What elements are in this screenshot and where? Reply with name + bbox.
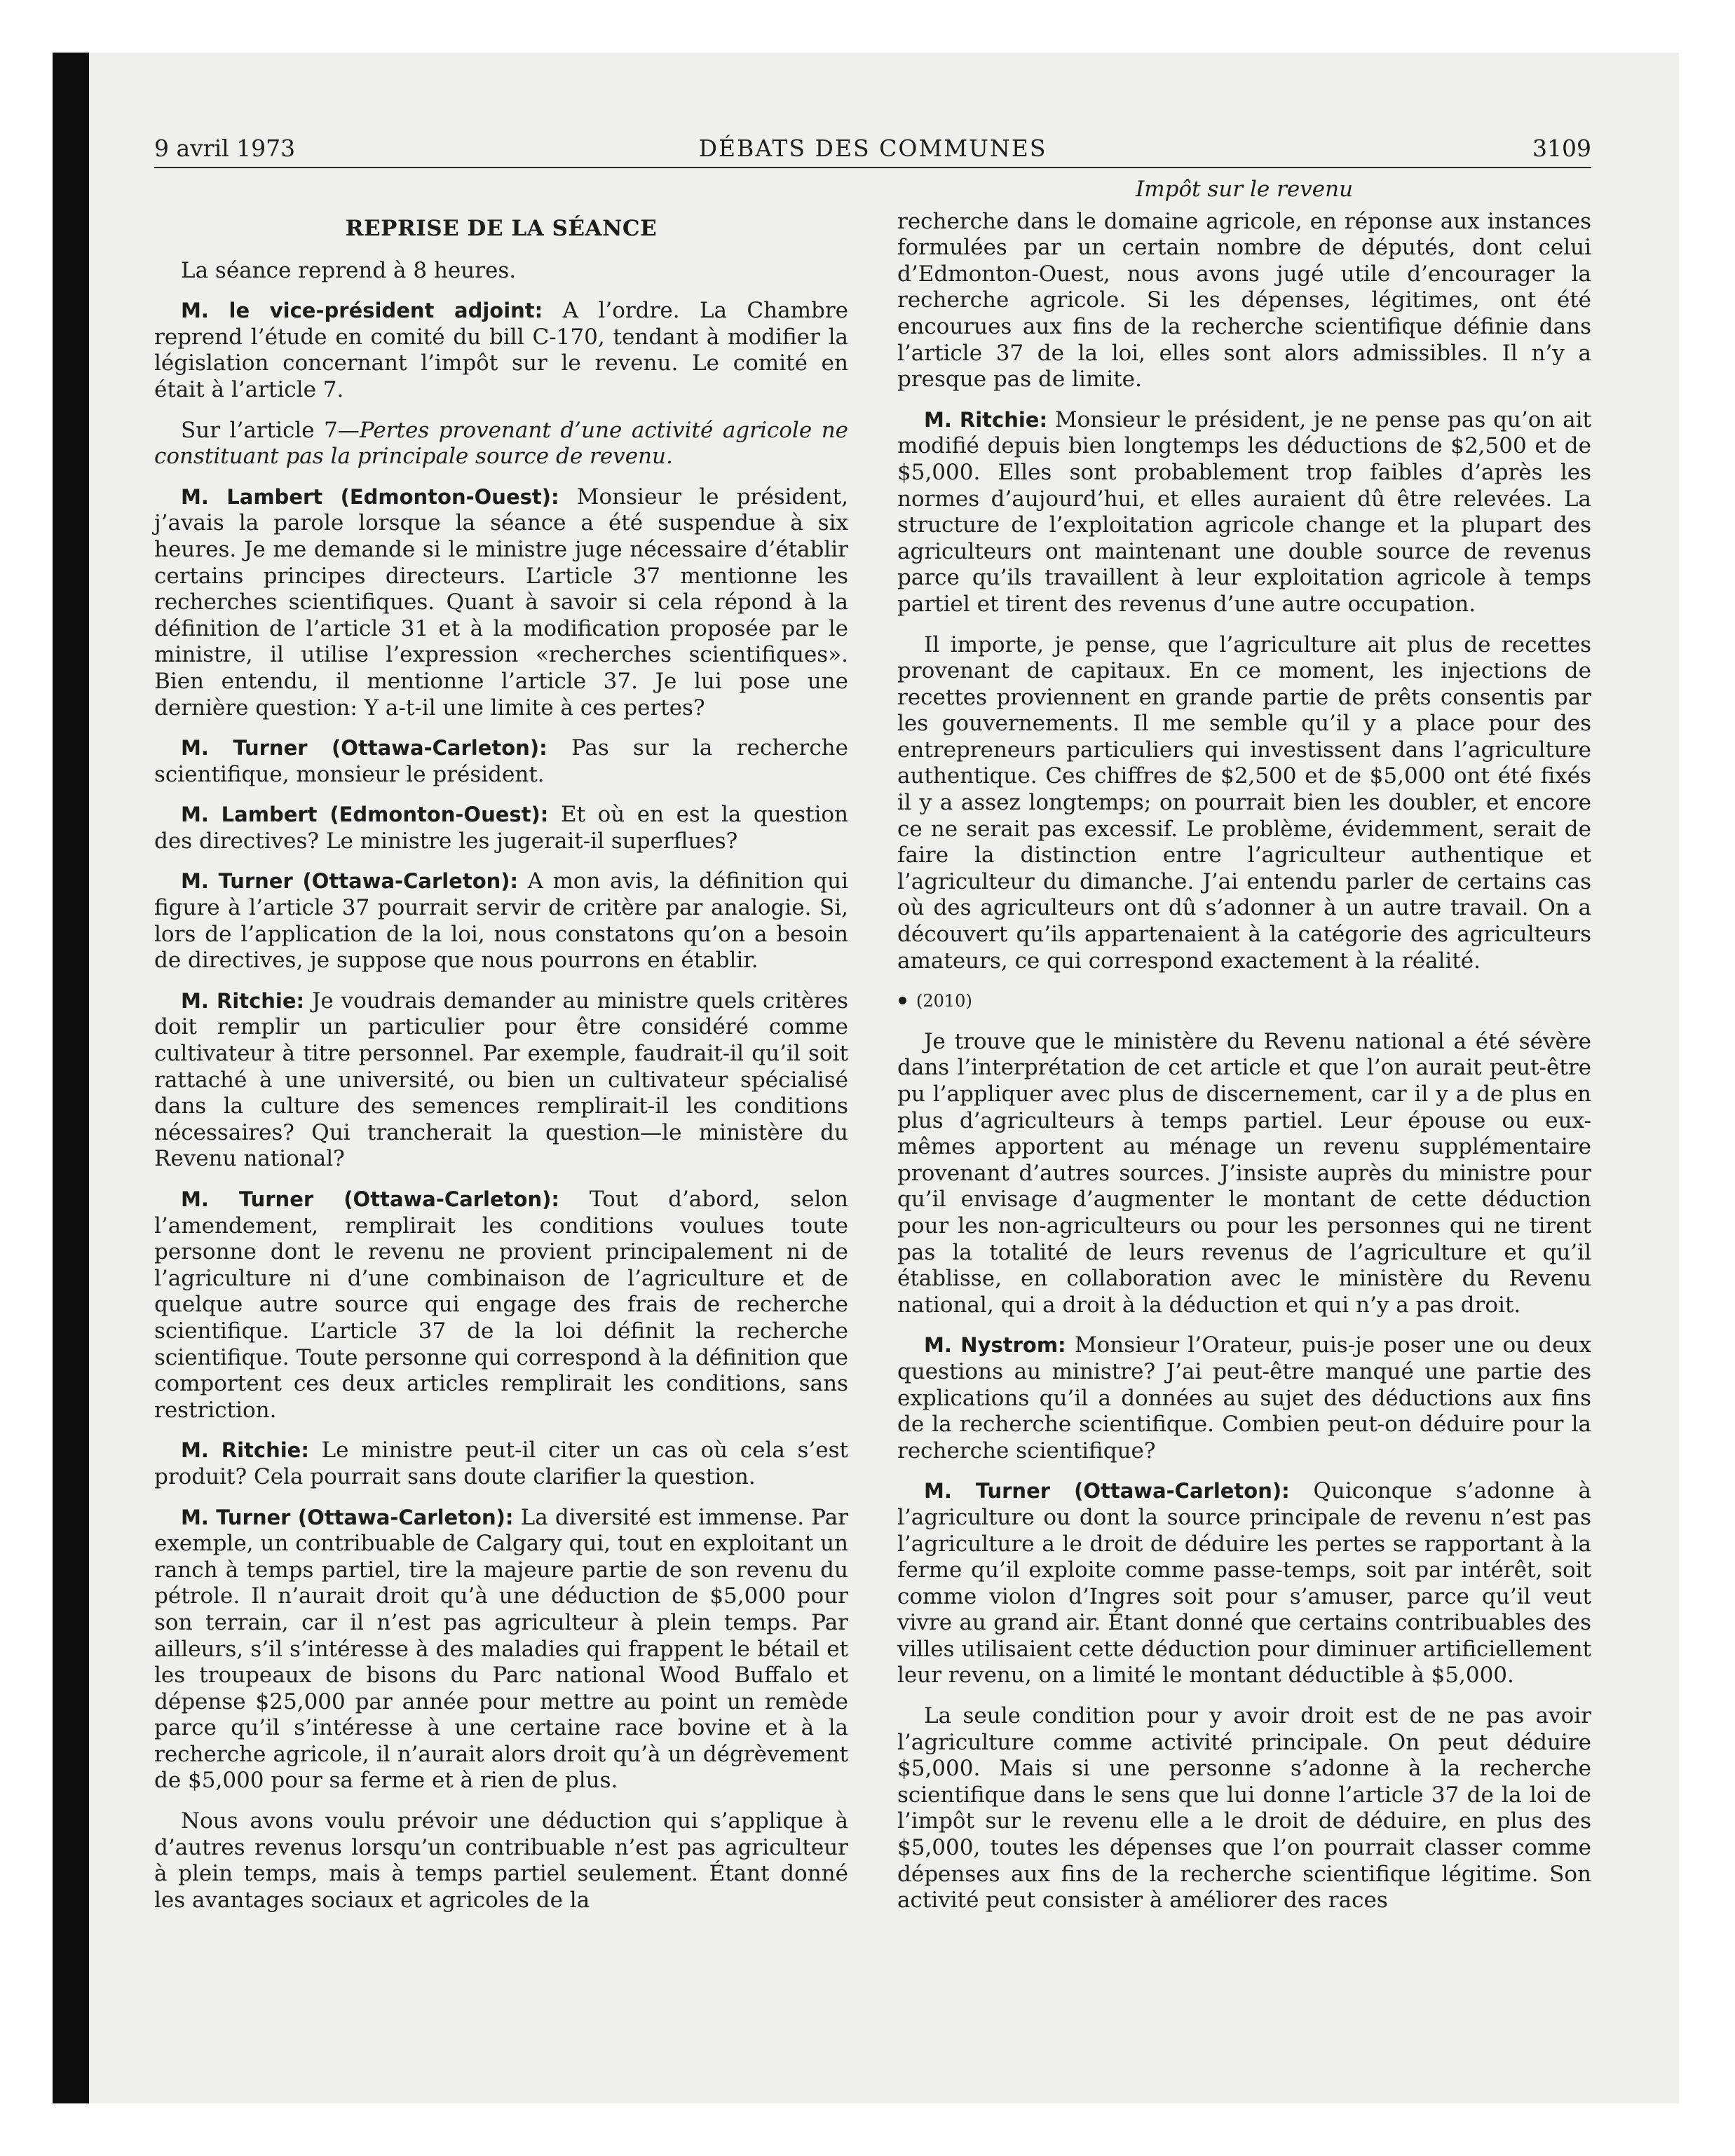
paragraph: Je trouve que le ministère du Revenu national a été sévère dans l’interprétation de cet article et que l’on aurait peut-être pu l’appliquer avec plus de discernement, car il y a de plus en plus d’agriculteurs à temps partiel. Leur épouse ou eux-mêmes apportent au ménage un revenu supplémentaire provenant d’autres sources. J’insiste auprès du ministre pour qu’il envisage d’augmenter le montant de cette déduction pour les non-agriculteurs ou pour les personnes qui ne tirent pas la totalité de leurs revenus de l’agriculture et qu’il établisse, en collaboration avec le ministère du Revenu national, qui a droit à la déduction et qui n’y a pas droit. <box>897 1028 1591 1318</box>
paragraph: M. Ritchie: Le ministre peut-il citer un cas où cela s’est produit? Cela pourrait sans doute clarifier la question. <box>154 1438 848 1489</box>
speaker-name: M. Turner (Ottawa-Carleton): <box>181 869 519 894</box>
paragraph: recherche dans le domaine agricole, en réponse aux instances formulées par un certain nombre de députés, dont celui d’Edmonton-Ouest, nous avons jugé utile d’encourager la recherche agricole. Si les dépenses, légitimes, ont été encourues aux fins de la recherche scientifique définie dans l’article 37 de la loi, elles sont alors admissibles. Il n’y a presque pas de limite. <box>897 208 1591 393</box>
bullet-icon <box>899 997 906 1004</box>
speaker-name: M. Ritchie: <box>181 1438 309 1463</box>
running-head <box>154 133 1591 168</box>
speaker-name: M. Ritchie: <box>181 988 305 1013</box>
time-marker: (2010) <box>897 988 1591 1015</box>
page-number: 3109 <box>1532 135 1591 162</box>
speaker-name: M. Turner (Ottawa-Carleton): <box>181 1505 514 1529</box>
paragraph: M. le vice-président adjoint: A l’ordre. La Chambre reprend l’étude en comité du bill C-170, tendant à modifier la législation concernant l’impôt sur le revenu. Le comité en était à l’article 7. <box>154 298 848 402</box>
header-date: 9 avril 1973 <box>154 135 296 162</box>
speaker-name: M. Lambert (Edmonton-Ouest): <box>181 484 559 509</box>
paragraph: M. Turner (Ottawa-Carleton): Pas sur la recherche scientifique, monsieur le président. <box>154 735 848 787</box>
publication-title: DÉBATS DES COMMUNES <box>698 135 1047 162</box>
speaker-name: M. Turner (Ottawa-Carleton): <box>924 1479 1290 1503</box>
article-title: Sur l’article 7—Pertes provenant d’une activité agricole ne constituant pas la principale source de revenu. <box>154 417 849 470</box>
subject-heading: Impôt sur le revenu <box>1135 177 1354 202</box>
right-column <box>897 177 1591 1928</box>
paragraph: M. Turner (Ottawa-Carleton): La diversité est immense. Par exemple, un contribuable de Calgary qui, tout en exploitant un ranch à temps partiel, tire la majeure partie de son revenu du pétrole. Il n’aurait droit qu’à une déduction de $5,000 pour son terrain, car il n’est pas agriculteur à plein temps. Par ailleurs, s’il s’intéresse à des maladies qui frappent le bétail et les troupeaux de bisons du Parc national Wood Buffalo et dépense $25,000 par année pour mettre au point un remède parce qu’il s’intéresse à une certaine race bovine et à la recherche agricole, il n’aurait alors droit qu’à un dégrèvement de $5,000 pour sa ferme et à rien de plus. <box>154 1504 848 1794</box>
paragraph: Nous avons voulu prévoir une déduction qui s’applique à d’autres revenus lorsqu’un contribuable n’est pas agriculteur à plein temps, mais à temps partiel seulement. Étant donné les avantages sociaux et agricoles de la <box>154 1808 848 1913</box>
paragraph: M. Turner (Ottawa-Carleton): Quiconque s’adonne à l’agriculture ou dont la source principale de revenu n’est pas l’agriculture a le droit de déduire les pertes se rapportant à la ferme qu’il exploite comme passe-temps, soit par intérêt, soit comme violon d’Ingres soit pour s’amuser, parce qu’il veut vivre au grand air. Étant donné que certains contribuables des villes utilisaient cette déduction pour diminuer artificiellement leur revenu, on a limité le montant déductible à $5,000. <box>897 1478 1591 1688</box>
paragraph: La séance reprend à 8 heures. <box>181 257 517 283</box>
speaker-name: M. le vice-président adjoint: <box>181 299 543 323</box>
paragraph: La seule condition pour y avoir droit est de ne pas avoir l’agriculture comme activité principale. On peut déduire $5,000. Mais si une personne s’adonne à la recherche scientifique dans le sens que lui donne l’article 37 de la loi de l’impôt sur le revenu elle a le droit de déduire, en plus des $5,000, toutes les dépenses que l’on pourrait classer comme dépenses aux fins de la recherche scientifique légitime. Son activité peut consister à améliorer des races <box>897 1703 1591 1913</box>
section-heading: REPRISE DE LA SÉANCE <box>345 216 658 241</box>
paragraph: M. Lambert (Edmonton-Ouest): Et où en est la question des directives? Le ministre les jugerait-il superflues? <box>154 802 848 854</box>
paragraph: M. Nystrom: Monsieur l’Orateur, puis-je poser une ou deux questions au ministre? J’ai peut-être manqué une partie des explications qu’il a données au sujet des déductions aux fins de la recherche scientifique. Combien peut-on déduire pour la recherche scientifique? <box>897 1332 1592 1464</box>
speaker-name: M. Nystrom: <box>924 1333 1066 1358</box>
speaker-name: M. Turner (Ottawa-Carleton): <box>181 1187 559 1211</box>
speaker-name: M. Lambert (Edmonton-Ouest): <box>181 803 549 827</box>
speaker-name: M. Ritchie: <box>924 407 1048 432</box>
paragraph: Il importe, je pense, que l’agriculture ait plus de recettes provenant de capitaux. En ce moment, les injections de recettes proviennent en grande partie de prêts consentis par les gouvernements. Il me semble qu’il y a place pour des entrepreneurs particuliers qui investissent dans l’agriculture authentique. Ces chiffres de $2,500 et de $5,000 ont été fixés il y a assez longtemps; on pourrait bien les doubler, et encore ce ne serait pas excessif. Le problème, évidemment, serait de faire la distinction entre l’agriculteur authentique et l’agriculteur du dimanche. J’ai entendu parler de certains cas où des agriculteurs ont dû s’adonner à un autre travail. On a découvert qu’ils appartenaient à la catégorie des agriculteurs amateurs, ce qui correspond exactement à la réalité. <box>897 632 1591 974</box>
speaker-name: M. Turner (Ottawa-Carleton): <box>181 736 547 760</box>
paragraph: M. Ritchie: Monsieur le président, je ne pense pas qu’on ait modifié depuis bien longtemps les déductions de $2,500 et de $5,000. Elles sont probablement trop faibles d’après les normes d’aujourd’hui, et elles auraient dû être relevées. La structure de l’exploitation agricole change et la plupart des agriculteurs ont maintenant une double source de revenus parce qu’ils travaillent à leur exploitation agricole à temps partiel et tirent des revenus d’une autre occupation. <box>897 407 1591 617</box>
paragraph: M. Turner (Ottawa-Carleton): Tout d’abord, selon l’amendement, remplirait les conditions voulues toute personne dont le revenu ne provient principalement ni de l’agriculture ni d’une combinaison de l’agriculture et de quelque autre source qui engage des frais de recherche scientifique. L’article 37 de la loi définit la recherche scientifique. Toute personne qui correspond à la définition que comportent ces deux articles remplirait les conditions, sans restriction. <box>154 1187 848 1423</box>
paragraph: M. Turner (Ottawa-Carleton): A mon avis, la définition qui figure à l’article 37 pourrait servir de critère par analogie. Si, lors de l’application de la loi, nous constatons qu’on a besoin de directives, je suppose que nous pourrons en établir. <box>154 868 849 974</box>
page <box>154 133 1591 2054</box>
paragraph: M. Lambert (Edmonton-Ouest): Monsieur le président, j’avais la parole lorsque la séance a été suspendue à six heures. Je me demande si le ministre juge nécessaire d’établir certains principes directeurs. L’article 37 mentionne les recherches scientifiques. Quant à savoir si cela répond à la définition de l’article 31 et à la modification proposée par le ministre, il utilise l’expression «recherches scientifiques». Bien entendu, il mentionne l’article 37. Je lui pose une dernière question: Y a-t-il une limite à ces pertes? <box>154 484 848 721</box>
binding-edge <box>53 53 89 2103</box>
left-column <box>154 216 848 1928</box>
paragraph: M. Ritchie: Je voudrais demander au ministre quels critères doit remplir un particulier pour être considéré comme cultivateur à titre personnel. Par exemple, faudrait-il qu’il soit rattaché à une université, ou bien un cultivateur spécialisé dans la culture des semences remplirait-il les conditions nécessaires? Qui trancherait la question—le ministère du Revenu national? <box>154 988 848 1172</box>
